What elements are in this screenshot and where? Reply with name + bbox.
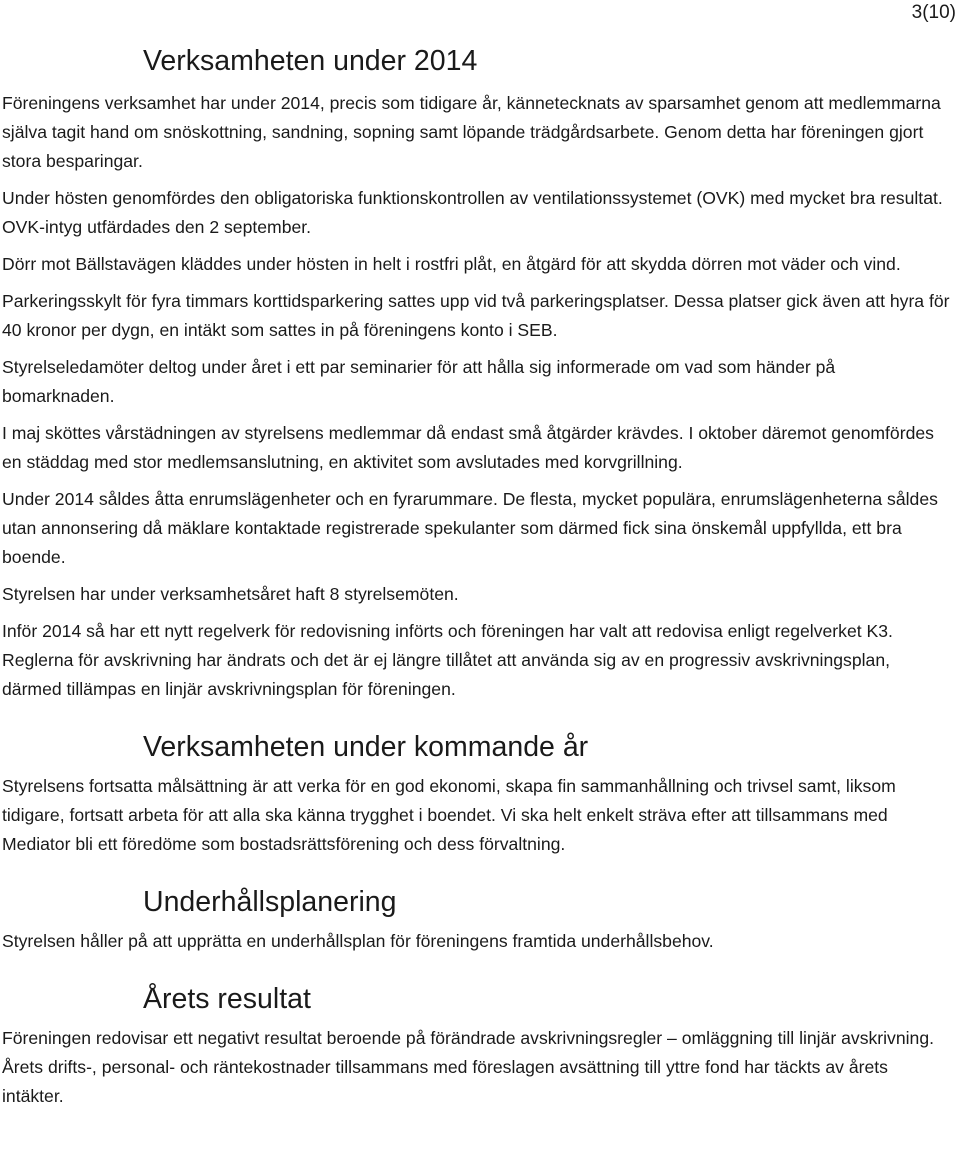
section-heading: Årets resultat — [143, 983, 311, 1015]
paragraph: Styrelsens fortsatta målsättning är att verka för en god ekonomi, skapa fin sammanhållning och trivsel samt, liksom tidigare, fortsatt arbeta för att alla ska känna trygghet i boendet. Vi ska helt enkelt sträva efter att tillsammans med Mediator bli ett föredöme som bostadsrättsförening och dess förvaltning. — [2, 776, 896, 854]
paragraph: Styrelsen håller på att upprätta en underhållsplan för föreningens framtida underhållsbehov. — [2, 931, 714, 951]
section-arets-resultat — [2, 982, 952, 1111]
section-heading: Verksamheten under 2014 — [143, 45, 478, 77]
paragraph: Under hösten genomfördes den obligatoriska funktionskontrollen av ventilationssystemet (OVK) med mycket bra resultat. OVK-intyg utfärdades den 2 september. — [2, 188, 943, 237]
paragraph: Styrelsen har under verksamhetsåret haft 8 styrelsemöten. — [2, 584, 459, 604]
paragraph: Årets drifts-, personal- och räntekostnader tillsammans med föreslagen avsättning till yttre fond har täckts av årets intäkter. — [2, 1057, 888, 1106]
paragraph: Föreningens verksamhet har under 2014, precis som tidigare år, kännetecknats av sparsamhet genom att medlemmarna själva tagit hand om snöskottning, sandning, sopning samt löpande trädgårdsarbete. Genom detta har föreningen gjort stora besparingar. — [2, 93, 941, 171]
section-verksamheten-kommande — [2, 730, 952, 859]
paragraph: Dörr mot Bällstavägen kläddes under hösten in helt i rostfri plåt, en åtgärd för att skydda dörren mot väder och vind. — [2, 254, 901, 274]
section-heading: Underhållsplanering — [143, 886, 397, 918]
document-body — [2, 44, 952, 1111]
section-verksamheten-2014 — [2, 44, 952, 704]
paragraph: I maj sköttes vårstädningen av styrelsens medlemmar då endast små åtgärder krävdes. I oktober däremot genomfördes en städdag med stor medlemsanslutning, en aktivitet som avslutades med korvgrillning. — [2, 423, 934, 472]
paragraph: Under 2014 såldes åtta enrumslägenheter och en fyrarummare. De flesta, mycket populära, enrumslägenheterna såldes utan annonsering då mäklare kontaktade registrerade spekulanter som därmed fick sina önskemål uppfyllda, ett bra boende. — [2, 489, 938, 567]
paragraph: Föreningen redovisar ett negativt resultat beroende på förändrade avskrivningsregler – omläggning till linjär avskrivning. — [2, 1028, 935, 1048]
page-number: 3(10) — [911, 2, 956, 23]
section-underhallsplanering — [2, 885, 952, 956]
section-heading: Verksamheten under kommande år — [143, 731, 589, 763]
paragraph: Parkeringsskylt för fyra timmars korttidsparkering sattes upp vid två parkeringsplatser. Dessa platser gick även att hyra för 40 kronor per dygn, en intäkt som sattes in på föreningens konto i SEB. — [2, 291, 950, 340]
paragraph: Styrelseledamöter deltog under året i ett par seminarier för att hålla sig informerade om vad som händer på bomarknaden. — [2, 357, 836, 406]
paragraph: Inför 2014 så har ett nytt regelverk för redovisning införts och föreningen har valt att redovisa enligt regelverket K3. Reglerna för avskrivning har ändrats och det är ej längre tillåtet att använda sig av en progressiv avskrivningsplan, därmed tillämpas en linjär avskrivningsplan för föreningen. — [2, 621, 893, 699]
